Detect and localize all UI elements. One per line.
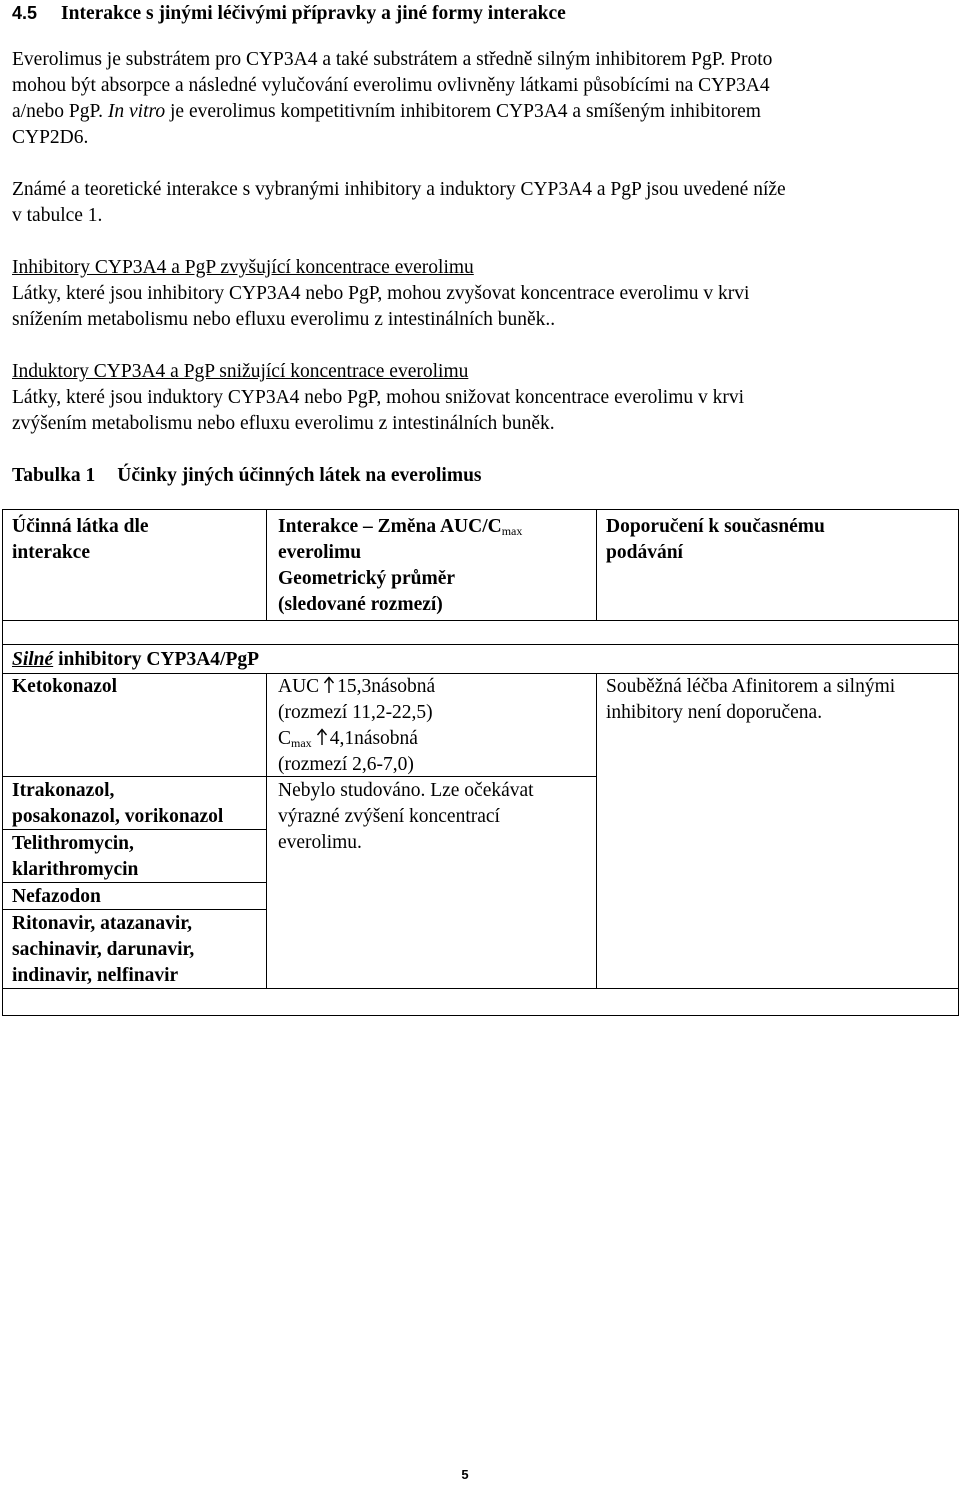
para1-line1: Everolimus je substrátem pro CYP3A4 a také substrátem a středně silným inhibitorem PgP. Proto — [12, 49, 773, 70]
inducers-line2: zvýšením metabolismu nebo efluxu everolimu z intestinálních buněk. — [12, 413, 555, 434]
table-caption-title: Účinky jiných účinných látek na everolimus — [117, 465, 482, 486]
keto-auc-value: 15,3násobná — [337, 676, 436, 697]
header-col1-line1: Účinná látka dle — [12, 516, 149, 537]
up-arrow-icon — [323, 676, 335, 694]
section-heading — [12, 0, 566, 27]
row-nefazodon-name: Nefazodon — [12, 886, 101, 907]
rito-line1: Ritonavir, atazanavir, — [12, 913, 193, 934]
rito-line3: indinavir, nelfinavir — [12, 965, 179, 986]
row-keto-name: Ketokonazol — [12, 676, 118, 697]
teli-line2: klarithromycin — [12, 859, 139, 880]
table-border-right — [958, 509, 959, 1016]
header-col2-line3: Geometrický průměr — [278, 568, 456, 589]
keto-rec-line1: Souběžná léčba Afinitorem a silnými — [606, 676, 896, 697]
header-col2-line4: (sledované rozmezí) — [278, 594, 443, 615]
row-keto-effect — [278, 674, 435, 778]
header-col3 — [606, 514, 825, 566]
itra-line2: posakonazol, vorikonazol — [12, 806, 224, 827]
inhibitors-line1: Látky, které jsou inhibitory CYP3A4 nebo PgP, mohou zvyšovat koncentrace everolimu v krvi — [12, 283, 750, 304]
row-telithromycin-name — [12, 831, 138, 883]
others-effect-line2: výrazné zvýšení koncentrací — [278, 806, 500, 827]
body-divider-2 — [596, 673, 597, 989]
section-title: Interakce s jinými léčivými přípravky a jiné formy interakce — [61, 3, 566, 24]
header-col2-line1-text: Interakce – Změna AUC/C — [278, 516, 502, 537]
header-col2-subscript: max — [501, 524, 523, 538]
header-divider-2 — [596, 509, 597, 621]
para1-line3-a: a/nebo PgP. — [12, 101, 108, 122]
para2-line2: v tabulce 1. — [12, 205, 103, 226]
itra-line1: Itrakonazol, — [12, 780, 115, 801]
para1-line4: CYP2D6. — [12, 127, 89, 148]
page-number: 5 — [461, 1467, 469, 1482]
header-divider-1 — [266, 509, 267, 621]
keto-auc-line — [278, 674, 435, 700]
table-border-left — [2, 509, 3, 1016]
header-col2-line1 — [278, 514, 522, 540]
keto-auc-range: (rozmezí 11,2-22,5) — [278, 702, 433, 723]
keto-cmax-label: C — [278, 728, 292, 749]
keto-cmax-value: 4,1násobná — [329, 728, 418, 749]
header-col1-line2: interakce — [12, 542, 90, 563]
table-caption — [12, 463, 482, 489]
para2-line1: Známé a teoretické interakce s vybranými inhibitory a induktory CYP3A4 a PgP jsou uvedené níže — [12, 179, 786, 200]
group-label — [12, 647, 259, 673]
inducers-line1: Látky, které jsou induktory CYP3A4 nebo PgP, mohou snižovat koncentrace everolimu v krvi — [12, 387, 745, 408]
table-caption-label: Tabulka 1 — [12, 465, 96, 486]
table-spacer-bottom — [2, 644, 958, 645]
row-others-effect — [278, 778, 534, 856]
keto-auc-label: AUC — [278, 676, 320, 697]
row-ritonavir-name — [12, 911, 194, 989]
rito-line2: sachinavir, darunavir, — [12, 939, 195, 960]
row-keto-recommendation — [606, 674, 895, 726]
group-label-rest: inhibitory CYP3A4/PgP — [53, 649, 260, 670]
body-divider-1 — [266, 673, 267, 989]
keto-cmax-line — [278, 726, 435, 752]
others-effect-line3: everolimu. — [278, 832, 362, 853]
table-border-bottom — [2, 1015, 958, 1016]
inhibitors-heading: Inhibitory CYP3A4 a PgP zvyšující koncentrace everolimu — [12, 257, 474, 278]
in-vitro-text: In vitro — [107, 101, 166, 122]
others-effect-line1: Nebylo studováno. Lze očekávat — [278, 780, 534, 801]
group-label-strong: Silné — [12, 649, 54, 670]
table-header-bottom — [2, 620, 958, 621]
keto-rec-line2: inhibitory není doporučena. — [606, 702, 823, 723]
table-border-top — [2, 509, 958, 510]
keto-cmax-range: (rozmezí 2,6-7,0) — [278, 754, 414, 775]
row-itrakonazol-name — [12, 778, 223, 830]
up-arrow-icon — [316, 728, 328, 746]
header-col2-line2: everolimu — [278, 542, 362, 563]
section-number: 4.5 — [12, 3, 38, 23]
row-keto-bottom-col1 — [2, 776, 266, 777]
inducers-heading: Induktory CYP3A4 a PgP snižující koncentrace everolimu — [12, 361, 469, 382]
header-col1 — [12, 514, 149, 566]
header-col2 — [278, 514, 522, 618]
keto-cmax-sub: max — [291, 736, 312, 750]
teli-line1: Telithromycin, — [12, 833, 134, 854]
para1-line3-b: je everolimus kompetitivním inhibitorem CYP3A4 a smíšeným inhibitorem — [165, 101, 761, 122]
para1-line2: mohou být absorpce a následné vylučování everolimu ovlivněny látkami působícími na CYP3A4 — [12, 75, 770, 96]
inhibitors-line2: snížením metabolismu nebo efluxu everolimu z intestinálních buněk.. — [12, 309, 556, 330]
header-col3-line1: Doporučení k současnému — [606, 516, 825, 537]
para1-line3 — [12, 99, 761, 125]
header-col3-line2: podávání — [606, 542, 683, 563]
